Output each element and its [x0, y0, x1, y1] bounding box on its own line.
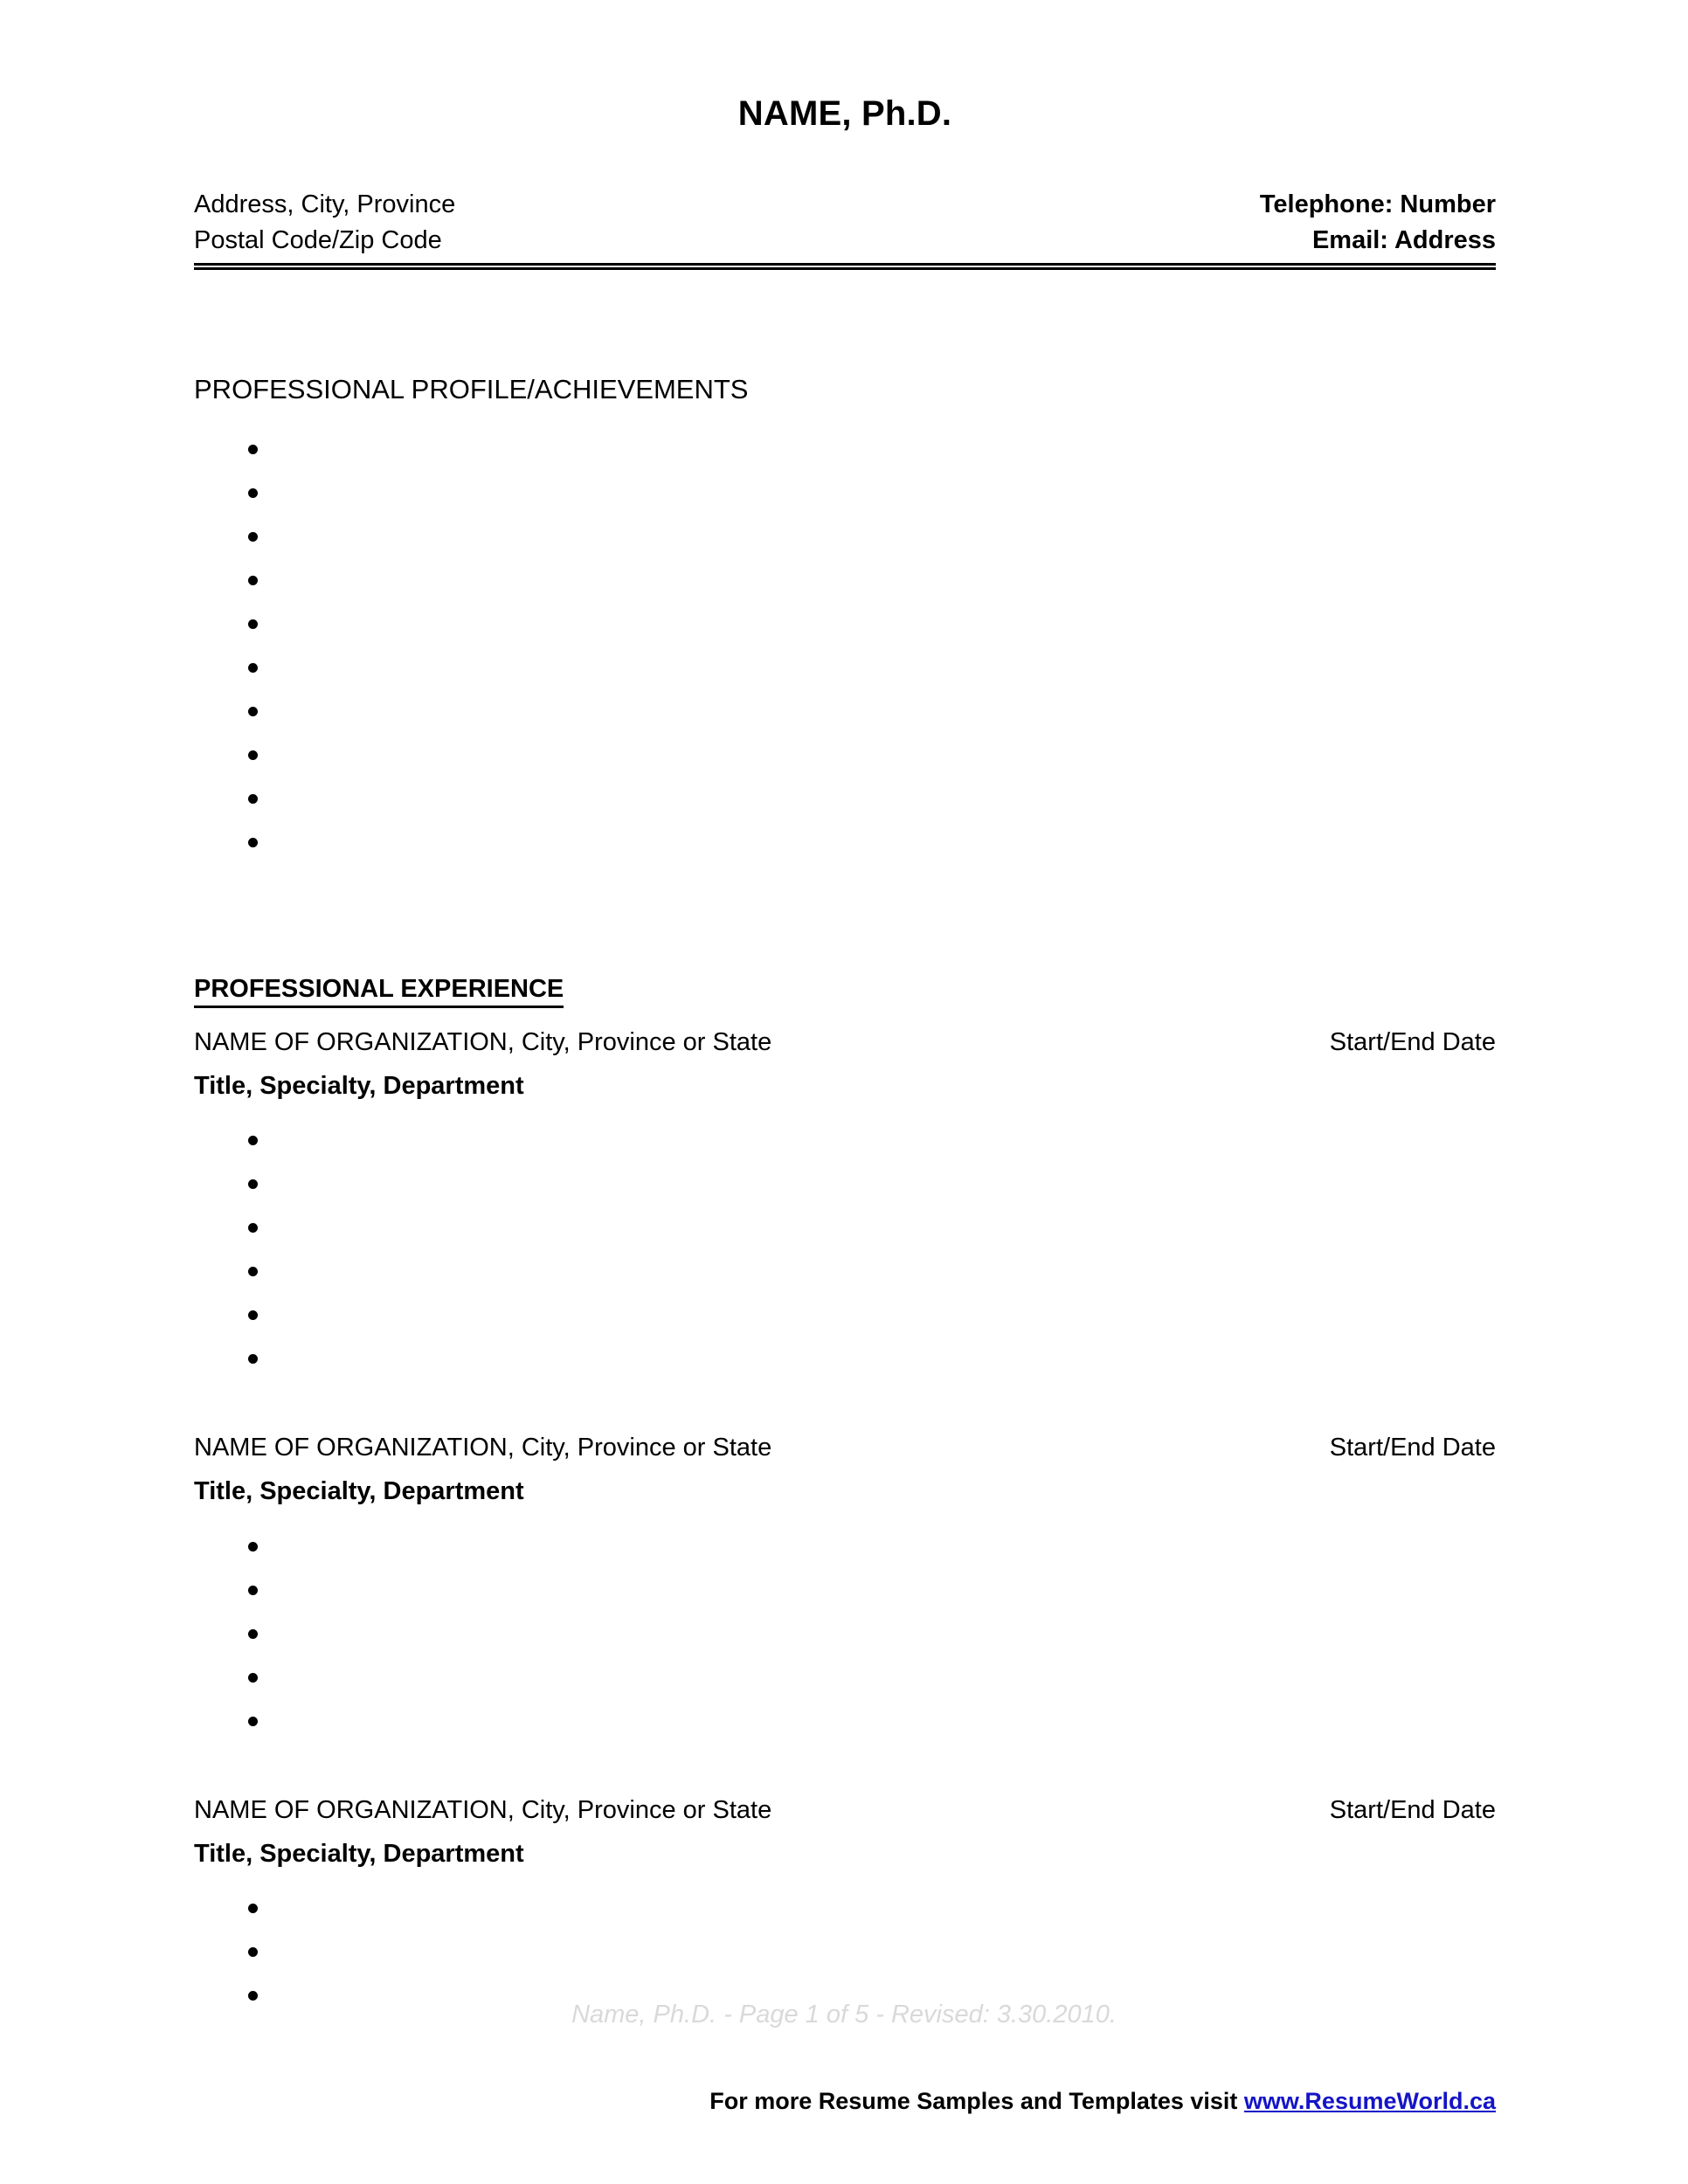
- bullet-item: [194, 600, 1496, 644]
- contact-telephone: Telephone: Number: [1259, 190, 1496, 218]
- footer-page-mark: Name, Ph.D. - Page 1 of 5 - Revised: 3.30.2010.: [571, 2001, 1117, 2028]
- experience-entry: [194, 1792, 1496, 2015]
- bullet-item: [194, 819, 1496, 862]
- bullet-item: [194, 644, 1496, 688]
- bullet-item: [194, 556, 1496, 600]
- bullet-item: [194, 1928, 1496, 1972]
- section-heading-professional-profile: PROFESSIONAL PROFILE/ACHIEVEMENTS: [194, 374, 749, 405]
- footer-promo-text: For more Resume Samples and Templates visit: [709, 2088, 1244, 2114]
- bullet-item: [194, 688, 1496, 731]
- bullet-item: [194, 731, 1496, 775]
- footer-promo: [0, 2086, 1496, 2117]
- experience-bullet-list: [194, 1884, 1496, 2015]
- experience-title: Title, Specialty, Department: [194, 1839, 524, 1868]
- experience-date: Start/End Date: [1329, 1028, 1496, 1057]
- experience-org-row: [194, 1792, 1496, 1828]
- bullet-item: [194, 469, 1496, 513]
- section-professional-profile: [194, 373, 1496, 861]
- bullet-item: [194, 1116, 1496, 1160]
- experience-entry: [194, 1024, 1496, 1379]
- bullet-item: [194, 1291, 1496, 1335]
- document-content: [194, 0, 1496, 2015]
- experience-title: Title, Specialty, Department: [194, 1072, 524, 1101]
- section-heading-professional-experience: PROFESSIONAL EXPERIENCE: [194, 974, 564, 1009]
- resume-world-link[interactable]: www.ResumeWorld.ca: [1243, 2088, 1496, 2114]
- experience-organization: NAME OF ORGANIZATION, City, Province or State: [194, 1028, 772, 1057]
- contact-header: [194, 187, 1496, 270]
- bullet-item: [194, 1335, 1496, 1379]
- bullet-item: [194, 513, 1496, 556]
- bullet-item: [194, 1248, 1496, 1291]
- bullet-item: [194, 1523, 1496, 1566]
- contact-postal-code: Postal Code/Zip Code: [194, 226, 442, 255]
- contact-row: [194, 223, 1496, 259]
- experience-date: Start/End Date: [1329, 1795, 1496, 1824]
- bullet-item: [194, 1566, 1496, 1610]
- profile-bullet-list: [194, 425, 1496, 862]
- contact-email: Email: Address: [1311, 226, 1496, 255]
- experience-bullet-list: [194, 1523, 1496, 1741]
- experience-bullet-list: [194, 1116, 1496, 1379]
- experience-org-row: [194, 1024, 1496, 1061]
- bullet-item: [194, 1204, 1496, 1248]
- experience-date: Start/End Date: [1329, 1434, 1496, 1462]
- experience-entry: [194, 1429, 1496, 1740]
- contact-address: Address, City, Province: [194, 190, 456, 218]
- experience-organization: NAME OF ORGANIZATION, City, Province or State: [194, 1795, 772, 1824]
- experience-org-row: [194, 1429, 1496, 1466]
- experience-organization: NAME OF ORGANIZATION, City, Province or State: [194, 1434, 772, 1462]
- section-professional-experience: [194, 974, 1496, 2015]
- bullet-item: [194, 1610, 1496, 1654]
- bullet-item: [194, 1884, 1496, 1928]
- bullet-item: [194, 1160, 1496, 1204]
- bullet-item: [194, 1697, 1496, 1741]
- bullet-item: [194, 775, 1496, 819]
- bullet-item: [194, 1654, 1496, 1697]
- bullet-item: [194, 425, 1496, 469]
- experience-title: Title, Specialty, Department: [194, 1477, 524, 1506]
- contact-row: [194, 187, 1496, 223]
- page-title: NAME, Ph.D.: [737, 94, 952, 133]
